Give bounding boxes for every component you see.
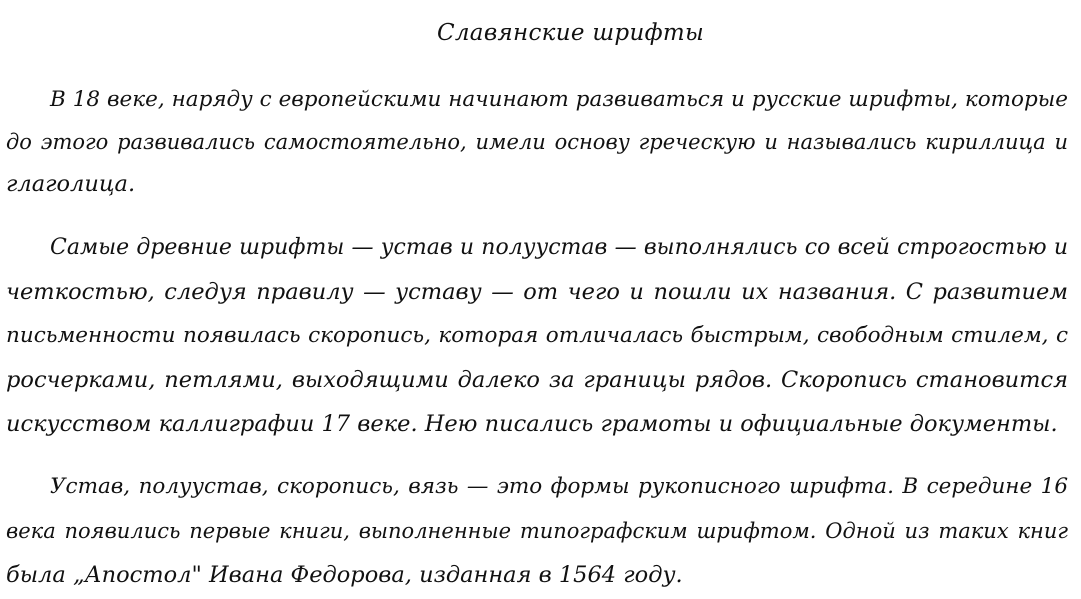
- text-line: четкостью, следуя правилу — уставу — от чего и пошли их названия. С развитием: [6, 279, 1068, 305]
- text-line: Самые древние шрифты — устав и полуустав — выполнялись со всей строгостью и: [50, 235, 1068, 260]
- text-line: глаголица.: [6, 171, 136, 197]
- text-line: искусством каллиграфии 17 веке. Нею писались грамоты и официальные документы.: [6, 411, 1058, 437]
- text-line: В 18 веке, наряду с европейскими начинают развиваться и русские шрифты, которые: [50, 87, 1068, 112]
- page-title: Славянские шрифты: [436, 20, 705, 46]
- paragraph-3: [6, 465, 1068, 597]
- paragraph-1: [6, 79, 1068, 205]
- text-line: была „Апостол" Ивана Федорова, изданная в 1564 году.: [6, 562, 683, 588]
- text-line: Устав, полуустав, скоропись, вязь — это формы рукописного шрифта. В середине 16: [50, 474, 1068, 499]
- text-line: до этого развивались самостоятельно, имели основу греческую и назывались кириллица и: [6, 130, 1068, 154]
- text-line: росчерками, петлями, выходящими далеко за границы рядов. Скоропись становится: [6, 367, 1068, 393]
- paragraph-2: [6, 226, 1068, 446]
- text-line: письменности появилась скоропись, которая отличалась быстрым, свободным стилем, с: [6, 323, 1068, 348]
- text-line: века появились первые книги, выполненные типографским шрифтом. Одной из таких книг: [6, 519, 1068, 543]
